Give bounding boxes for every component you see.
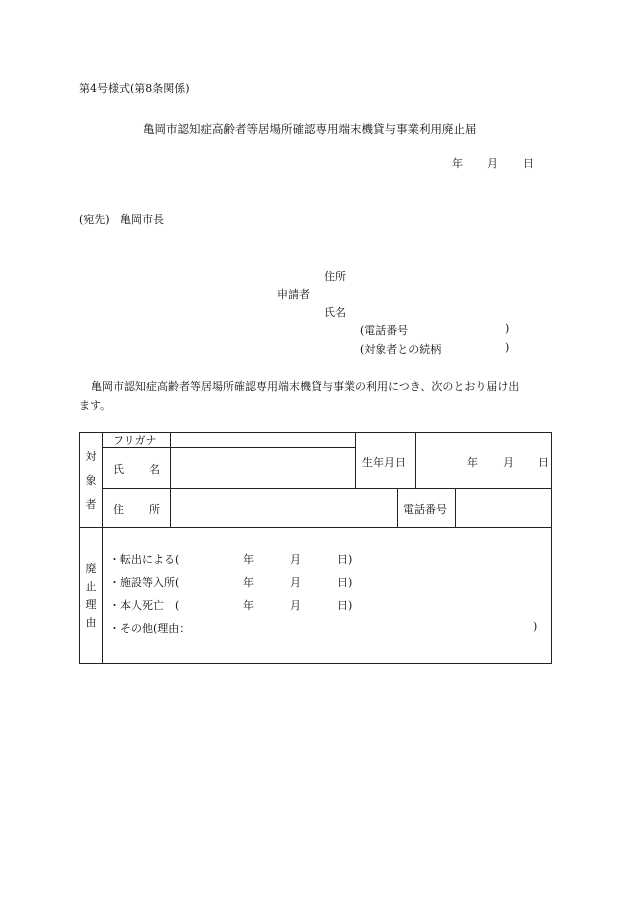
reason-facility-year: 年 — [243, 576, 254, 589]
form-title: 亀岡市認知症高齢者等居場所確認専用端末機貸与事業利用廃止届 — [143, 122, 477, 136]
birthdate-label: 生年月日 — [362, 456, 406, 469]
applicant-address-label: 住所 — [324, 270, 346, 283]
applicant-phone-close: ) — [505, 322, 510, 335]
reason-facility-label: ・施設等入所( — [109, 576, 180, 589]
addressee-name: 亀岡市長 — [120, 213, 164, 226]
reason-char-1: 廃 — [85, 562, 97, 575]
date-year-label: 年 — [452, 157, 463, 170]
applicant-phone-label: (電話番号 — [360, 324, 409, 337]
body-text-line2: ます。 — [79, 399, 112, 412]
reason-char-4: 由 — [85, 616, 97, 629]
reason-death-year: 年 — [243, 599, 254, 612]
reason-moveout-year: 年 — [243, 553, 254, 566]
reason-char-3: 理 — [85, 598, 97, 611]
reason-death-label: ・本人死亡 ( — [109, 599, 180, 612]
reason-other-label: ・その他(理由： — [109, 622, 191, 635]
subject-char-1: 対 — [85, 450, 97, 463]
applicant-relation-label: (対象者との続柄 — [360, 343, 442, 356]
reason-moveout-day: 日) — [337, 553, 353, 566]
applicant-relation-close: ) — [505, 341, 510, 354]
phone-label: 電話番号 — [403, 503, 447, 516]
form-number: 第4号様式(第8条関係) — [79, 82, 190, 95]
reason-facility-day: 日) — [337, 576, 353, 589]
applicant-name-label: 氏名 — [324, 306, 346, 319]
reason-facility-month: 月 — [290, 576, 301, 589]
applicant-label: 申請者 — [277, 288, 310, 301]
reason-char-2: 止 — [85, 580, 97, 593]
subject-char-3: 者 — [85, 498, 97, 511]
body-text-line1: 亀岡市認知症高齢者等居場所確認専用端末機貸与事業の利用につき、次のとおり届け出 — [91, 380, 520, 393]
birth-day-label: 日 — [538, 456, 549, 469]
subject-char-2: 象 — [85, 474, 97, 487]
reason-other-close: ) — [533, 620, 538, 633]
reason-death-month: 月 — [290, 599, 301, 612]
reason-death-day: 日) — [337, 599, 353, 612]
form-table — [79, 432, 552, 664]
addressee-label: (宛先) — [79, 213, 110, 226]
furigana-label: フリガナ — [113, 434, 157, 447]
address-label-char1: 住 — [113, 503, 124, 516]
name-label-char2: 名 — [149, 463, 160, 476]
birth-month-label: 月 — [503, 456, 514, 469]
name-label-char1: 氏 — [113, 463, 124, 476]
reason-moveout-label: ・転出による( — [109, 553, 180, 566]
date-month-label: 月 — [487, 157, 498, 170]
address-label-char2: 所 — [149, 503, 160, 516]
birth-year-label: 年 — [467, 456, 478, 469]
date-day-label: 日 — [523, 157, 534, 170]
reason-moveout-month: 月 — [290, 553, 301, 566]
